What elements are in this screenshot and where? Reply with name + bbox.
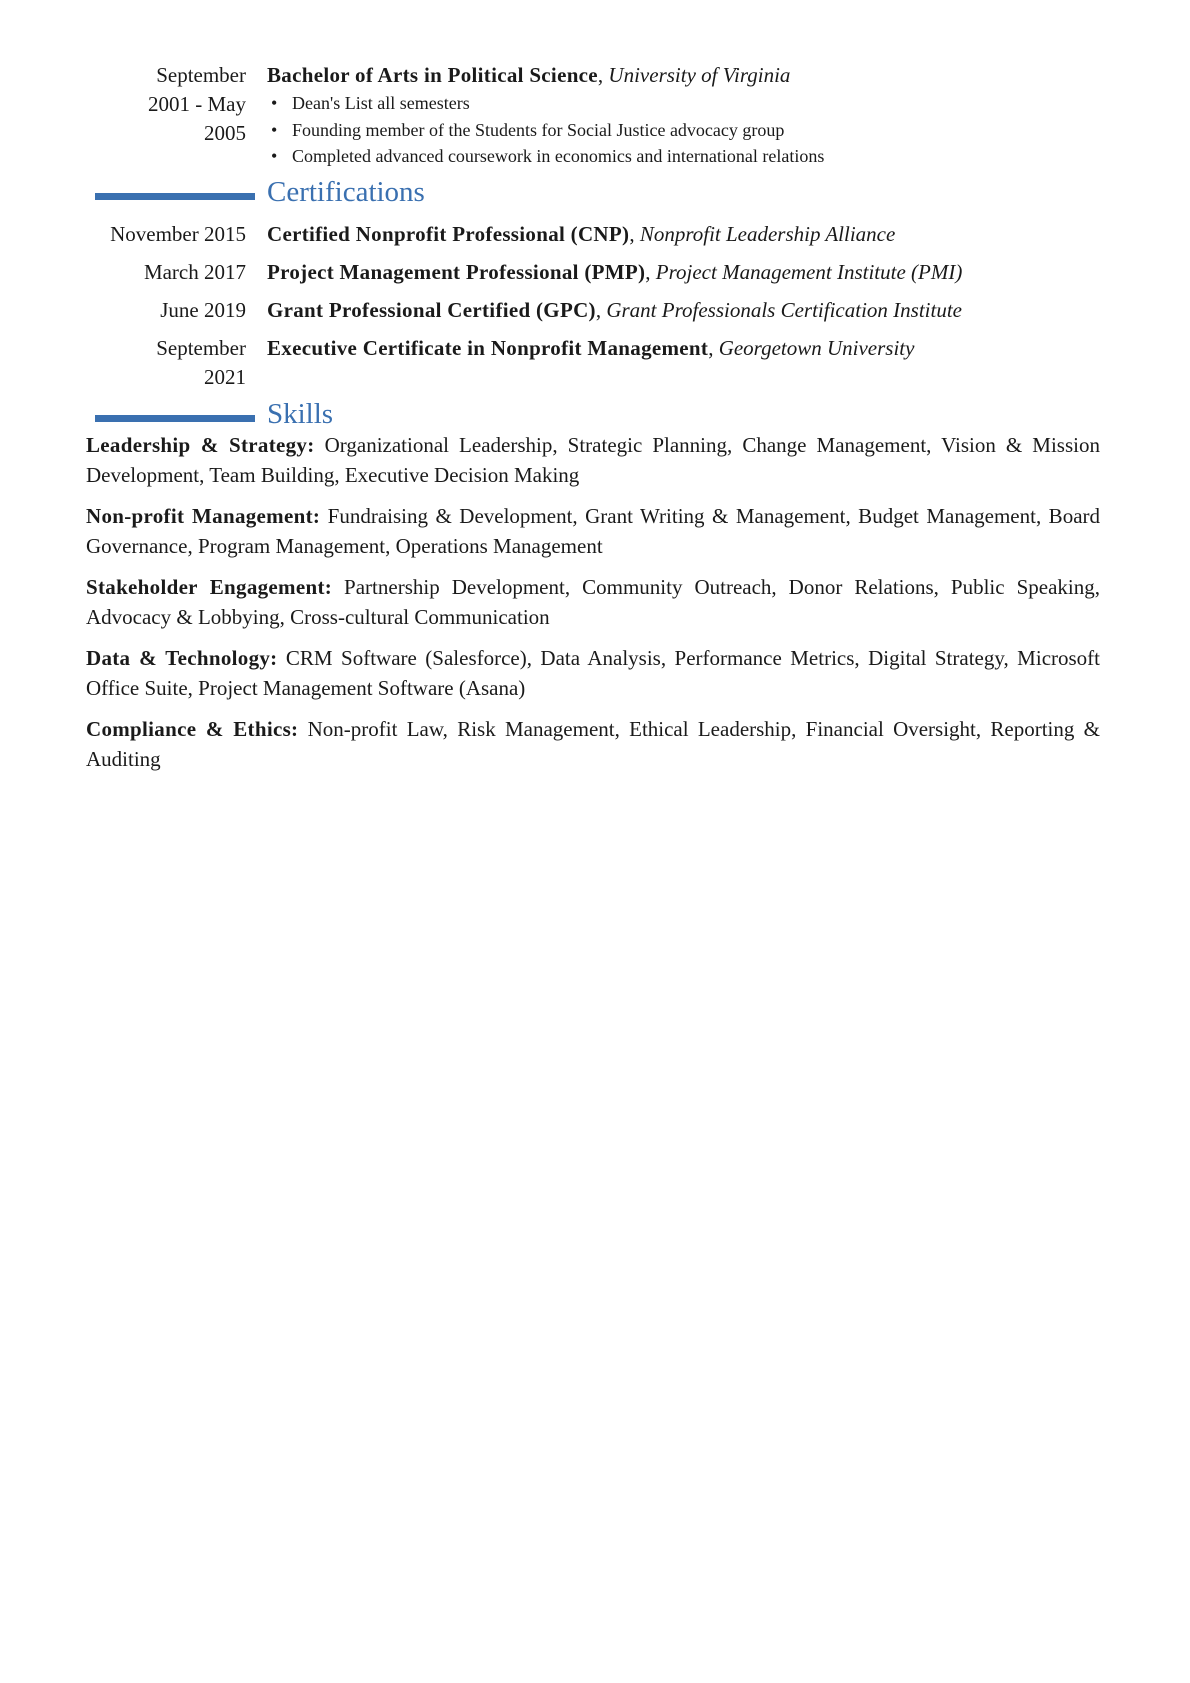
cert-issuer: Project Management Institute (PMI) <box>655 260 963 284</box>
cert-date: November 2015 <box>110 222 246 246</box>
section-title: Certifications <box>267 176 425 208</box>
section-rule <box>95 193 255 200</box>
date-line: 2021 <box>204 365 246 389</box>
cert-entry: Certified Nonprofit Professional (CNP), Nonprofit Leadership Alliance <box>267 222 896 246</box>
cert-name: Certified Nonprofit Professional (CNP) <box>267 222 630 246</box>
cert-entry: Executive Certificate in Nonprofit Management, Georgetown University <box>267 336 915 360</box>
section-rule <box>95 415 255 422</box>
cert-entry: Project Management Professional (PMP), Project Management Institute (PMI) <box>267 260 963 284</box>
cert-issuer: Nonprofit Leadership Alliance <box>639 222 896 246</box>
school: University of Virginia <box>608 63 791 87</box>
skill-text: Organizational Leadership, Strategic Planning, Change Management, Vision & Mission Development, Team Building, Executive Decision Making <box>86 433 1100 487</box>
cert-entry: Grant Professional Certified (GPC), Grant Professionals Certification Institute <box>267 298 962 322</box>
education-bullets <box>267 90 824 170</box>
education-entry: Bachelor of Arts in Political Science, University of Virginia <box>267 63 791 87</box>
cert-date: March 2017 <box>143 260 246 284</box>
date-line: 2001 - May <box>148 92 246 116</box>
skill-group <box>86 502 1100 561</box>
list-item: • Founding member of the Students for Social Justice advocacy group <box>267 117 824 144</box>
skill-text: Partnership Development, Community Outreach, Donor Relations, Public Speaking, Advocacy & Lobbying, Cross-cultural Communication <box>86 575 1101 629</box>
cert-issuer: Georgetown University <box>718 336 915 360</box>
skill-group <box>86 573 1100 632</box>
cert-issuer: Grant Professionals Certification Institute <box>606 298 962 322</box>
list-item: • Completed advanced coursework in economics and international relations <box>267 143 824 170</box>
skill-label: Non-profit Management: <box>86 504 321 528</box>
skill-label: Data & Technology: <box>86 646 278 670</box>
section-title: Skills <box>267 398 334 430</box>
education-date <box>148 61 246 148</box>
cert-name: Project Management Professional (PMP) <box>267 260 646 284</box>
skill-label: Stakeholder Engagement: <box>86 575 333 599</box>
cert-name: Executive Certificate in Nonprofit Management <box>267 336 709 360</box>
skill-group <box>86 431 1100 490</box>
skill-group <box>86 715 1100 774</box>
cert-name: Grant Professional Certified (GPC) <box>267 298 596 322</box>
skill-label: Leadership & Strategy: <box>86 433 315 457</box>
skill-text: Non-profit Law, Risk Management, Ethical Leadership, Financial Oversight, Reporting & Auditing <box>86 717 1100 771</box>
skill-group <box>86 644 1100 703</box>
skill-text: CRM Software (Salesforce), Data Analysis, Performance Metrics, Digital Strategy, Microsoft Office Suite, Project Management Software (Asana) <box>86 646 1101 700</box>
date-line: 2005 <box>204 121 246 145</box>
degree: Bachelor of Arts in Political Science <box>267 63 598 87</box>
list-item: • Dean's List all semesters <box>267 90 824 117</box>
date-line: September <box>156 336 246 360</box>
skill-label: Compliance & Ethics: <box>86 717 299 741</box>
date-line: September <box>156 63 246 87</box>
cert-date <box>156 334 246 392</box>
cert-date: June 2019 <box>160 298 246 322</box>
skill-text: Fundraising & Development, Grant Writing & Management, Budget Management, Board Governance, Program Management, Operations Management <box>86 504 1101 558</box>
